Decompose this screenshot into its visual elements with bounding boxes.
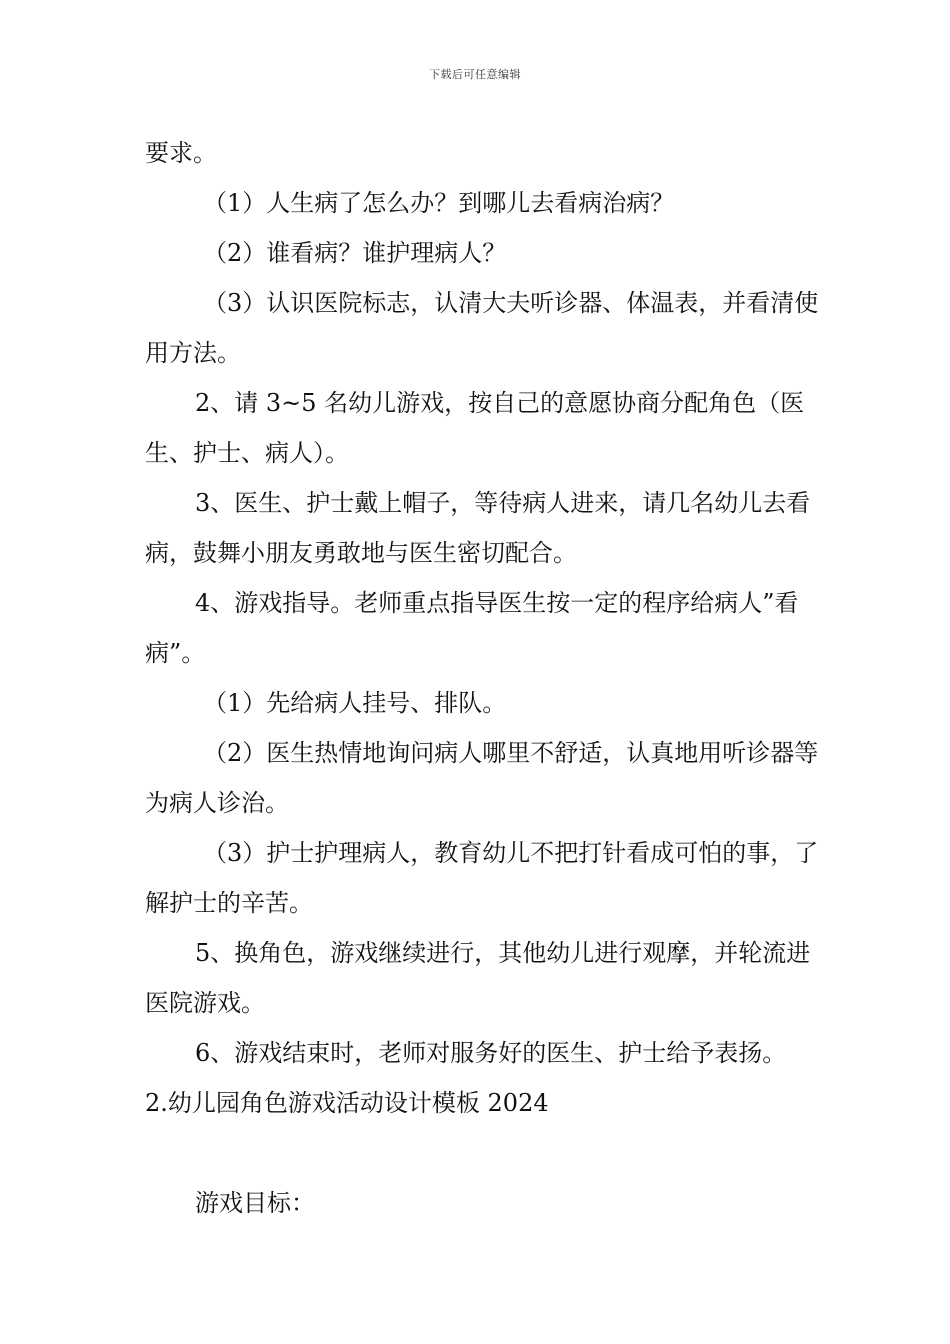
paragraph-guide-2: （2）医生热情地询问病人哪里不舒适，认真地用听诊器等为病人诊治。 xyxy=(145,739,819,817)
paragraph-guide-3: （3）护士护理病人，教育幼儿不把打针看成可怕的事，了解护士的辛苦。 xyxy=(145,839,819,917)
paragraph-step-5: 5、换角色，游戏继续进行，其他幼儿进行观摩，并轮流进医院游戏。 xyxy=(145,939,811,1017)
paragraph-guide-1: （1）先给病人挂号、排队。 xyxy=(203,689,507,717)
paragraph-step-3: 3、医生、护士戴上帽子，等待病人进来，请几名幼儿去看病，鼓舞小朋友勇敢地与医生密切配合。 xyxy=(145,489,811,567)
paragraph-question-3: （3）认识医院标志，认清大夫听诊器、体温表，并看清使用方法。 xyxy=(145,289,819,367)
paragraph-question-1: （1）人生病了怎么办？到哪儿去看病治病？ xyxy=(203,189,675,217)
paragraph-step-2: 2、请 3~5 名幼儿游戏，按自己的意愿协商分配角色（医生、护士、病人）。 xyxy=(145,389,805,467)
paragraph-step-6: 6、游戏结束时，老师对服务好的医生、护士给予表扬。 xyxy=(195,1039,787,1067)
paragraph-question-2: （2）谁看病？谁护理病人？ xyxy=(203,239,507,267)
page-header: 下载后可任意编辑 xyxy=(429,68,521,81)
document-body xyxy=(145,128,825,1228)
paragraph-step-4: 4、游戏指导。老师重点指导医生按一定的程序给病人”看病”。 xyxy=(145,589,799,667)
section-subheading-goals: 游戏目标： xyxy=(195,1189,315,1217)
paragraph-requirement: 要求。 xyxy=(145,139,217,167)
section-title: 2.幼儿园角色游戏活动设计模板 2024 xyxy=(145,1089,549,1117)
